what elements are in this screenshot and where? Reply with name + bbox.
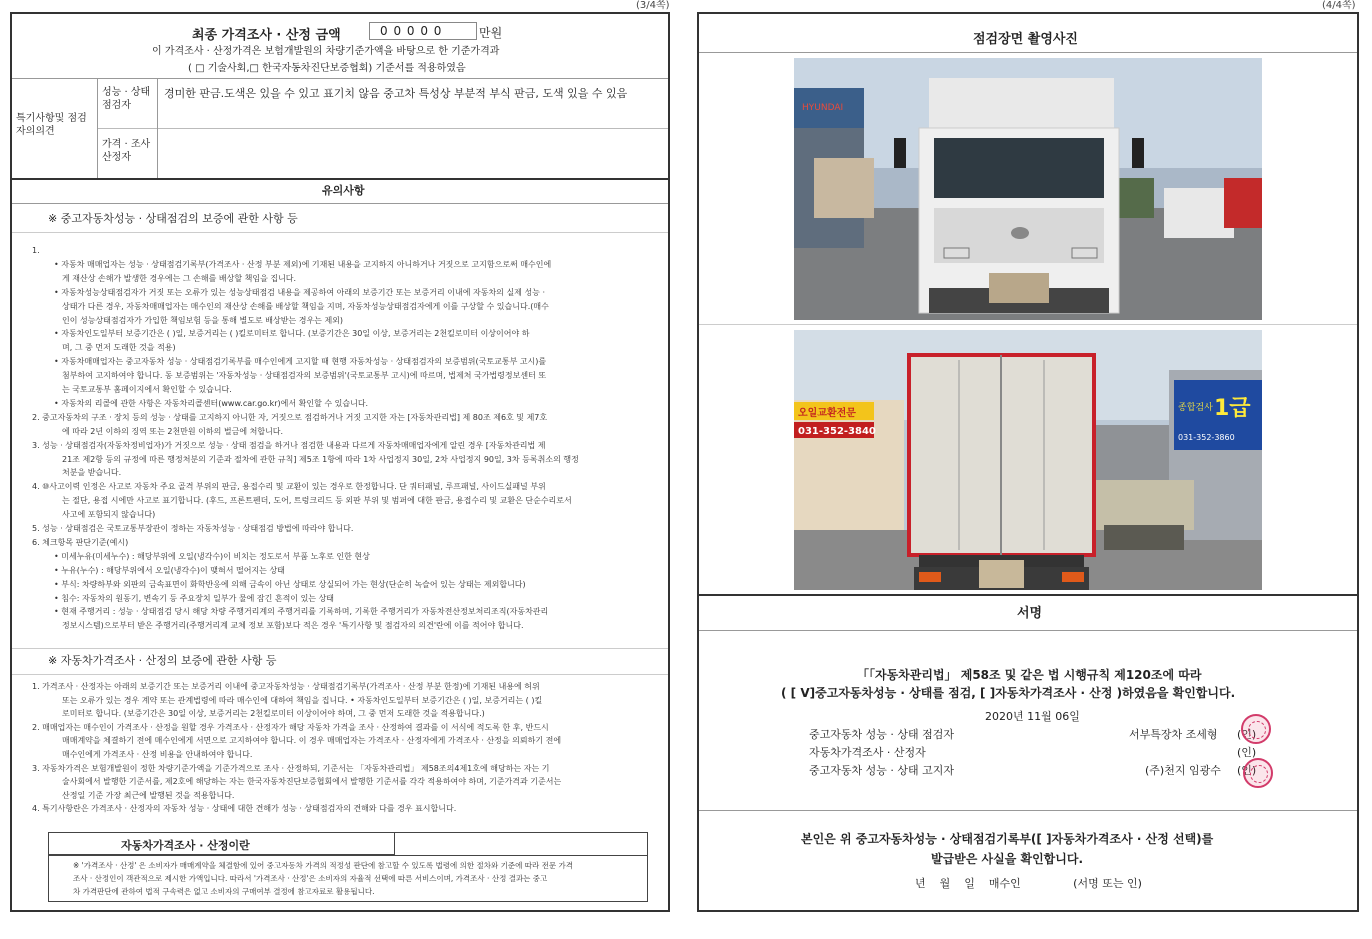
s1_items-line: 는 국토교통부 홈페이지에서 확인할 수 있습니다. bbox=[62, 385, 232, 394]
definition-box-title: 자동차가격조사 · 산정이란 bbox=[121, 839, 250, 852]
definition-line: 조사 · 산정인이 객관적으로 제시한 가액입니다. 따라서 '가격조사 · 산정'은 소비자의 자율적 선택에 따른 서비스이며, 가격조사 · 산정 결과는 중고 bbox=[73, 874, 548, 883]
signer-assessor-role: 자동차가격조사 · 산정자 bbox=[809, 746, 926, 759]
signer-assessor-seal: (인) bbox=[1237, 746, 1257, 759]
signer-inspector-name: 서부특장차 조세형 bbox=[1129, 728, 1218, 741]
signature-title: 서명 bbox=[1017, 606, 1043, 621]
svg-text:오일교환전문: 오일교환전문 bbox=[798, 408, 856, 419]
s1_items-line: • 현재 주행거리 : 성능 · 상태점검 당시 해당 차량 주행거리계의 주행거리를 기록하며, 기록한 주행거리가 자동차전산정보처리조직(자동차관리 bbox=[54, 607, 549, 617]
basis-line-1: 이 가격조사 · 산정가격은 보험개발원의 차량기준가액을 바탕으로 한 기준가격과 bbox=[152, 46, 500, 57]
law-line-2: ( [ V]중고자동차성능 · 상태를 점검, [ ]자동차가격조사 · 산정 )하였음을 확인합니다. bbox=[781, 686, 1236, 700]
special-remarks-header: 특기사항및 점검자의의견 bbox=[16, 113, 87, 137]
s1_items-line: 2. 중고자동차의 구조 · 장치 등의 성능 · 상태를 고지하지 아니한 자, 거짓으로 점검하거나 거짓 고지한 자는 [자동차관리법] 제 80조 제6호 및 제7호 bbox=[32, 412, 548, 422]
inspection-photo-rear bbox=[794, 330, 1262, 590]
s1_items-line: 정보시스템)으로부터 받은 주행거리(주행거리계 교체 정보 포함)보다 적은 경우 '특기사항 및 점검자의 의견'란에 이를 적어야 합니다. bbox=[62, 621, 524, 631]
s1_items-line: 게 재산상 손해가 발생한 경우에는 그 손해를 배상할 책임을 집니다. bbox=[62, 273, 297, 283]
signer-inspector-role: 중고자동차 성능 · 상태 점검자 bbox=[809, 728, 954, 741]
svg-text:종합검사: 종합검사 bbox=[1178, 403, 1213, 413]
s1_items-line: 21조 제2항 등의 규정에 따른 행정처분의 기준과 절차에 관한 규칙] 제5조 1항에 따라 1차 사업정지 30일, 2차 사업정지 90일, 3차 등록취소의 행정 bbox=[62, 454, 579, 464]
s1_items-line: • 자동차의 리콜에 관한 사항은 자동차리콜센터(www.car.go.kr)에서 확인할 수 있습니다. bbox=[54, 398, 369, 408]
s2_items-line: 로미터로 합니다. (보증기간은 30일 이상, 보증거리는 2천킬로미터 이상이어야 하며, 그 중 먼저 도래한 것을 적용합니다.) bbox=[62, 709, 485, 719]
s1_items-line: 첨부하여 고지하여야 합니다. 동 보증범위는 '자동차성능 · 상태점검자의 보증범위'(국토교통부 고시)에 따르며, 법제처 국가법령정보센터 또 bbox=[62, 371, 547, 381]
right-page-number: (4/4쪽) bbox=[1322, 0, 1356, 11]
s2_items-line: 3. 자동차가격은 보험개발원이 정한 차량기준가액을 기준가격으로 조사 · 산정하되, 기준서는 「자동차관리법」 제58조의4제1호에 해당하는 자는 기 bbox=[32, 763, 550, 773]
s1_items-line: 처분을 받습니다. bbox=[62, 468, 122, 478]
signer-notifier-seal: (인) bbox=[1237, 764, 1257, 777]
s2_items-line: 또는 오류가 있는 경우 계약 또는 관계법령에 따라 매수인에 대하여 책임을 집니다. • 자동차인도일부터 보증기간은 ( )일, 보증거리는 ( )킬 bbox=[62, 695, 543, 705]
s1_items-line: 사고에 포함되지 않습니다) bbox=[62, 510, 156, 520]
svg-text:1급: 1급 bbox=[1214, 396, 1251, 421]
s2_items-line: 술사회에서 발행한 기준서를, 제2호에 해당하는 자는 한국자동차진단보증협회에서 발행한 기준서를 각각 적용하여야 하며, 기준가격과 기준서는 bbox=[62, 777, 562, 787]
definition-line: ※ '가격조사 · 산정' 은 소비자가 매매계약을 체결함에 있어 중고자동차 가격의 적정성 판단에 참고할 수 있도록 법령에 의한 절차와 기준에 따라 전문 가격 bbox=[73, 861, 573, 870]
s2_items-line: 4. 특기사항란은 가격조사 · 산정자의 자동차 성능 · 상태에 대한 견해가 성능 · 상태점검자의 견해와 다를 경우 표시합니다. bbox=[32, 804, 457, 814]
inspector-label: 성능 · 상태점검자 bbox=[102, 87, 151, 111]
s1_items-line: • 미세누유(미세누수) : 해당부위에 오일(냉각수)이 비치는 정도로서 부품 노후로 인한 현상 bbox=[54, 551, 370, 561]
s1_items-line: • 자동차매매업자는 중고자동차 성능 · 상태점검기록부를 매수인에게 고지할 때 현행 자동차성능 · 상태점검자의 보증범위(국토교통부 고시)를 bbox=[54, 357, 547, 367]
svg-text:031-352-3840: 031-352-3840 bbox=[798, 426, 876, 437]
s1_items-line: 6. 체크항목 판단기준(예시) bbox=[32, 537, 129, 547]
s1_items-line: • 누유(누수) : 해당부위에서 오일(냉각수)이 맺혀서 떨어지는 상태 bbox=[54, 565, 285, 575]
svg-text:031-352-3860: 031-352-3860 bbox=[1178, 433, 1235, 442]
s1_items-line: 1. bbox=[32, 246, 40, 255]
section2-title: ※ 자동차가격조사 · 산정의 보증에 관한 사항 등 bbox=[48, 654, 277, 667]
signer-notifier-name: (주)천지 임광수 bbox=[1145, 764, 1221, 777]
signer-notifier-role: 중고자동차 성능 · 상태 고지자 bbox=[809, 764, 954, 777]
s1_items-line: • 부식: 차량하부와 외판의 금속표면이 화학반응에 의해 금속이 아닌 상태로 상실되어 가는 현상(단순히 녹슬어 있는 상태는 제외합니다) bbox=[54, 579, 526, 589]
s1_items-line: 며, 그 중 먼저 도래한 것을 적용) bbox=[62, 343, 176, 353]
s1_items-line: 3. 성능 · 상태점검자(자동차정비업자)가 거짓으로 성능 · 상태 점검을 하거나 점검한 내용과 다르게 자동차매매업자에게 알린 경우 [자동차관리법 제 bbox=[32, 440, 546, 450]
notice-title: 유의사항 bbox=[322, 184, 365, 197]
s2_items-line: 2. 매매업자는 매수인이 가격조사 · 산정을 원할 경우 가격조사 · 산정자가 해당 자동차 가격을 조사 · 산정하여 결과를 이 서식에 적도록 한 후, 반드시 bbox=[32, 722, 549, 732]
s2_items-line: 매매계약을 체결하기 전에 매수인에게 서면으로 고지하여야 합니다. 이 경우 매매업자는 가격조사 · 산정자에게 가격조사 · 산정을 의뢰하기 전에 bbox=[62, 736, 562, 746]
amount-unit: 만원 bbox=[479, 26, 503, 40]
s1_items-line: 에 따라 2년 이하의 징역 또는 2천만원 이하의 벌금에 처합니다. bbox=[62, 426, 284, 436]
section1-title: ※ 중고자동차성능 · 상태점검의 보증에 관한 사항 등 bbox=[48, 212, 298, 225]
s2_items-line: 1. 가격조사 · 산정자는 아래의 보증기간 또는 보증거리 이내에 중고자동차성능 · 상태점검기록부(가격조사 · 산정 부분 한정)에 기재된 내용에 허위 bbox=[32, 682, 540, 691]
amount-box bbox=[369, 22, 477, 40]
final-price-label: 최종 가격조사 · 산정 금액 bbox=[192, 28, 341, 43]
special-remarks-header-cell bbox=[12, 78, 98, 178]
s1_items-line: • 침수: 자동차의 원동기, 변속기 등 주요장치 일부가 물에 잠긴 흔적이 있는 상태 bbox=[54, 593, 335, 603]
inspection-photo-front bbox=[794, 58, 1262, 320]
amount-digits: 0 0 0 0 0 bbox=[380, 24, 443, 38]
s1_items-line: 4. ⑩사고이력 인정은 사고로 자동차 주요 골격 부위의 판금, 용접수리 및 교환이 있는 경우로 한정합니다. 단 쿼터패널, 루프패널, 사이드실패널 부위 bbox=[32, 482, 546, 492]
s1_items-line: • 자동차인도일부터 보증기간은 ( )일, 보증거리는 ( )킬로미터로 합니다. (보증기간은 30일 이상, 보증거리는 2천킬로미터 이상이어야 하 bbox=[54, 329, 530, 339]
s1_items-line: 5. 성능 · 상태점검은 국토교통부장관이 정하는 자동차성능 · 상태점검 방법에 따라야 합니다. bbox=[32, 524, 354, 533]
s2_items-line: 매수인에게 가격조사 · 산정 비용을 안내하여야 합니다. bbox=[62, 750, 253, 759]
inspection-record-page-3 bbox=[10, 12, 670, 912]
photos-title: 점검장면 촬영사진 bbox=[973, 32, 1078, 47]
s1_items-line: 상태가 다른 경우, 자동차매매업자는 매수인의 재산상 손해를 배상할 책임을 지며, 자동차성능상태점검자에게 이를 구상할 수 있습니다.(매수 bbox=[62, 301, 549, 311]
notifier-seal-stamp bbox=[1243, 758, 1273, 788]
law-line-1: 「「자동차관리법」 제58조 및 같은 법 시행규칙 제120조에 따라 bbox=[857, 668, 1202, 682]
s1_items-line: • 자동차 매매업자는 성능 · 상태점검기록부(가격조사 · 산정 부분 제외)에 기재된 내용을 고지하지 아니하거나 거짓으로 고지함으로써 매수인에 bbox=[54, 259, 552, 269]
inspector-seal-stamp bbox=[1241, 714, 1271, 744]
signer-inspector-seal: (인) bbox=[1237, 728, 1257, 741]
s2_items-line: 산정일 기준 가장 최근에 발행된 것을 적용합니다. bbox=[62, 790, 235, 800]
left-page-number: (3/4쪽) bbox=[636, 0, 670, 11]
s1_items-line: 인이 성능상태점검자가 가입한 책임보험 등을 통해 별도로 배상받는 경우는 제외) bbox=[62, 315, 344, 325]
buyer-signature-line[interactable]: 년 월 일 매수인 (서명 또는 인) bbox=[915, 877, 1142, 890]
buyer-confirm-line-2: 발급받은 사실을 확인합니다. bbox=[931, 852, 1084, 866]
buyer-confirm-line-1: 본인은 위 중고자동차성능 · 상태점검기록부([ ]자동차가격조사 · 산정 선택)를 bbox=[801, 832, 1214, 846]
sign-date: 2020년 11월 06일 bbox=[985, 710, 1080, 723]
price-assessment-definition-box bbox=[48, 832, 648, 902]
inspector-opinion: 경미한 판금.도색은 있을 수 있고 표기치 않음 중고차 특성상 부분적 부식 판금, 도색 있을 수 있음 bbox=[164, 87, 628, 100]
svg-text:HYUNDAI: HYUNDAI bbox=[802, 103, 844, 113]
s1_items-line: 는 절단, 용접 시에만 사고로 표기합니다. (후드, 프론트펜더, 도어, 트렁크리드 등 외판 부위 및 범퍼에 대한 판금, 용접수리 및 교환은 단순수리로서 bbox=[62, 496, 572, 506]
basis-line-2: ( □ 기술사회,□ 한국자동차진단보증협회) 기준서를 적용하였음 bbox=[188, 63, 466, 74]
inspection-record-page-4 bbox=[697, 12, 1359, 912]
definition-line: 차 가격판단에 관하여 법적 구속력은 없고 소비자의 구매여부 결정에 참고자료로 활용됩니다. bbox=[73, 887, 375, 896]
s1_items-line: • 자동차성능상태점검자가 거짓 또는 오류가 있는 성능상태점검 내용을 제공하여 아래의 보증기간 또는 보증거리 이내에 자동차의 실제 성능 · bbox=[54, 287, 545, 297]
price-assessor-label: 가격 · 조사산정자 bbox=[102, 139, 151, 163]
